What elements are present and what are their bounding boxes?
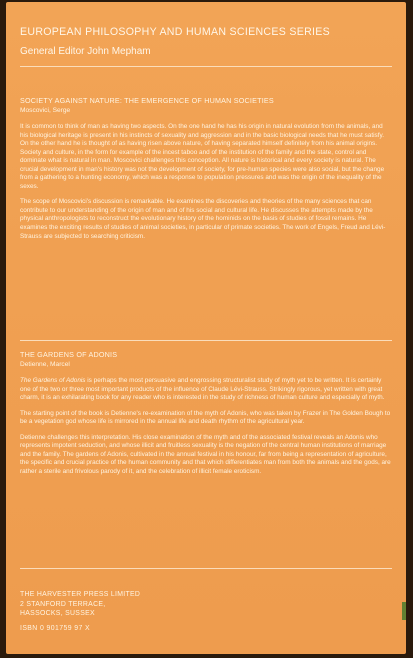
edge-color-mark [402, 602, 406, 620]
book-title-italic: The Gardens of Adonis [20, 377, 86, 384]
general-editor-line: General Editor John Mepham [20, 46, 151, 57]
blurb-paragraph: Detienne challenges this interpretation. His close examination of the myth and of the associated festival reveals an Adonis who represents impotent seduction, and whose illicit and fruitless sexuality is the negation of the central human institutions of marriage and the family. The gardens of Adonis, cultivated in the annual festival in his honour, far from being a representation of agriculture, the specific and crucial practice of the human community and that which differentiates man from both the animals and the gods, are rather a sterile and frivolous parody of it, and the celebration of illicit female eroticism. [20, 433, 391, 475]
section-divider [20, 340, 392, 341]
blurb-paragraph: It is common to think of man as having two aspects. On the one hand he has his origin in natural evolution from the animals, and his biological heritage is present in his instincts of sexuality and aggression and in the basic biological needs that he must satisfy. On the other hand he is thought of as having risen above nature, of having separated himself definitely from his animal origins. Society and culture, in the form for example of the incest taboo and of the institution of the family and the state, control and dominate what is natural in man. Moscovici challenges this conception. All nature is historical and every society is natural. The crucial development in man's history was not the development of society, for pre-human species were also social, but the change from a gathering to a hunting economy, which was a response to population pressures and was the origin of the inequality of the sexes. [20, 123, 385, 190]
isbn-number: ISBN 0 901759 97 X [20, 624, 91, 632]
blurb-paragraph: The scope of Moscovici's discussion is remarkable. He examines the discoveries and theories of the many sciences that can contribute to our understanding of the origin of man and of his social and cultural life. He discusses the attempts made by the physical anthropologists to reconstruct the evolutionary history of the hominids on the basis of studies of fossil remains. He examines the exciting results of studies of animal societies, in particular of primate societies. The work of Engels, Freud and Lévi-Strauss are subjected to searching criticism. [20, 198, 386, 240]
book-author: Detienne, Marcel [20, 361, 70, 368]
header-divider [20, 66, 392, 67]
publisher-address-line-2: HASSOCKS, SUSSEX [20, 610, 95, 617]
series-title: EUROPEAN PHILOSOPHY AND HUMAN SCIENCES SERIES [20, 26, 330, 38]
book-author: Moscovici, Serge [20, 107, 71, 114]
publisher-name: THE HARVESTER PRESS LIMITED [20, 591, 141, 598]
blurb-paragraph [20, 377, 392, 403]
book-title: THE GARDENS OF ADONIS [20, 350, 118, 359]
book-back-cover [6, 2, 406, 654]
book-blurb-gardens-of-adonis [20, 350, 392, 483]
cover-header [6, 2, 406, 80]
blurb-text: is perhaps the most persuasive and engrossing structuralist study of myth yet to be written. It is certainly one of the two or three most important products of the influence of Claude Lévi-Strauss. Strikingly rigorous, yet written with great charm, it is an exhilarating book for any reader who is interested in the study of richness of human culture and especially of myth. [20, 377, 385, 402]
book-blurb-society-against-nature [20, 96, 392, 248]
publisher-address-line-1: 2 STANFORD TERRACE, [20, 600, 106, 608]
blurb-paragraph: The starting point of the book is Detienne's re-examination of the myth of Adonis, who was taken by Frazer in The Golden Bough to be a vegetation god whose life is mirrored in the annual life and death rhythm of the agricultural year. [20, 409, 391, 426]
footer-divider [20, 568, 392, 569]
book-title: SOCIETY AGAINST NATURE: THE EMERGENCE OF HUMAN SOCIETIES [20, 96, 274, 105]
publisher-block [20, 590, 320, 632]
